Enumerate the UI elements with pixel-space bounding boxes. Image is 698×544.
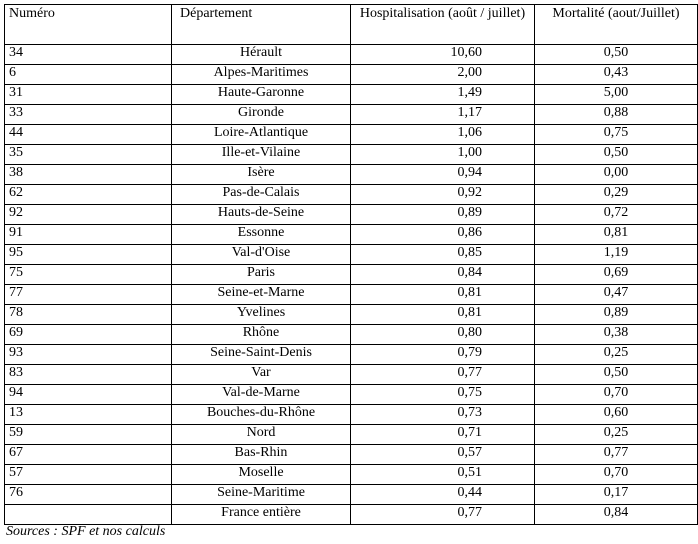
- cell-numero: 76: [5, 485, 172, 505]
- cell-hospitalisation: 0,89: [351, 205, 535, 225]
- cell-hospitalisation: 0,92: [351, 185, 535, 205]
- cell-mortalite: 0,72: [535, 205, 698, 225]
- cell-mortalite: 0,43: [535, 65, 698, 85]
- cell-numero: [5, 505, 172, 525]
- cell-mortalite: 0,29: [535, 185, 698, 205]
- table-row: [5, 305, 698, 325]
- cell-departement: Hauts-de-Seine: [172, 205, 351, 225]
- cell-numero: 33: [5, 105, 172, 125]
- header-hospitalisation: Hospitalisation (août / juillet): [351, 5, 535, 45]
- cell-departement: Seine-et-Marne: [172, 285, 351, 305]
- cell-departement: Val-d'Oise: [172, 245, 351, 265]
- cell-mortalite: 0,77: [535, 445, 698, 465]
- cell-departement: Paris: [172, 265, 351, 285]
- cell-departement: Isère: [172, 165, 351, 185]
- table-row: [5, 425, 698, 445]
- cell-mortalite: 0,60: [535, 405, 698, 425]
- cell-numero: 35: [5, 145, 172, 165]
- cell-numero: 91: [5, 225, 172, 245]
- cell-departement: Alpes-Maritimes: [172, 65, 351, 85]
- table-row: [5, 165, 698, 185]
- table-header: [5, 5, 698, 45]
- table-row: [5, 205, 698, 225]
- cell-departement: Moselle: [172, 465, 351, 485]
- cell-mortalite: 0,89: [535, 305, 698, 325]
- cell-departement: Var: [172, 365, 351, 385]
- table-row: [5, 145, 698, 165]
- cell-numero: 67: [5, 445, 172, 465]
- cell-departement: Haute-Garonne: [172, 85, 351, 105]
- cell-departement: Hérault: [172, 45, 351, 65]
- cell-mortalite: 0,88: [535, 105, 698, 125]
- cell-hospitalisation: 2,00: [351, 65, 535, 85]
- sources-note: Sources : SPF et nos calculs: [6, 524, 166, 539]
- cell-hospitalisation: 0,44: [351, 485, 535, 505]
- cell-numero: 77: [5, 285, 172, 305]
- cell-hospitalisation: 1,17: [351, 105, 535, 125]
- table-row: [5, 245, 698, 265]
- header-mortalite: Mortalité (aout/Juillet): [535, 5, 698, 45]
- header-row: [5, 5, 698, 45]
- cell-hospitalisation: 0,77: [351, 365, 535, 385]
- cell-hospitalisation: 1,06: [351, 125, 535, 145]
- cell-departement: Essonne: [172, 225, 351, 245]
- table-row: [5, 285, 698, 305]
- table-row: [5, 485, 698, 505]
- cell-numero: 31: [5, 85, 172, 105]
- table-row: [5, 185, 698, 205]
- header-numero: Numéro: [5, 5, 172, 45]
- data-table: [4, 4, 698, 525]
- cell-hospitalisation: 0,73: [351, 405, 535, 425]
- cell-hospitalisation: 0,80: [351, 325, 535, 345]
- table-row: [5, 365, 698, 385]
- cell-mortalite: 0,00: [535, 165, 698, 185]
- cell-mortalite: 0,81: [535, 225, 698, 245]
- cell-departement: Bouches-du-Rhône: [172, 405, 351, 425]
- table-row: [5, 105, 698, 125]
- table-row: [5, 505, 698, 525]
- cell-departement: Seine-Saint-Denis: [172, 345, 351, 365]
- cell-mortalite: 0,47: [535, 285, 698, 305]
- cell-hospitalisation: 0,51: [351, 465, 535, 485]
- cell-departement: Pas-de-Calais: [172, 185, 351, 205]
- table-row: [5, 225, 698, 245]
- cell-departement: Seine-Maritime: [172, 485, 351, 505]
- table-row: [5, 445, 698, 465]
- cell-mortalite: 0,75: [535, 125, 698, 145]
- cell-numero: 13: [5, 405, 172, 425]
- cell-numero: 92: [5, 205, 172, 225]
- cell-departement: Rhône: [172, 325, 351, 345]
- cell-hospitalisation: 0,86: [351, 225, 535, 245]
- table-row: [5, 405, 698, 425]
- cell-numero: 34: [5, 45, 172, 65]
- cell-hospitalisation: 1,49: [351, 85, 535, 105]
- cell-hospitalisation: 0,71: [351, 425, 535, 445]
- table-row: [5, 85, 698, 105]
- table-row: [5, 125, 698, 145]
- cell-hospitalisation: 1,00: [351, 145, 535, 165]
- cell-hospitalisation: 0,81: [351, 285, 535, 305]
- cell-numero: 94: [5, 385, 172, 405]
- table-row: [5, 265, 698, 285]
- cell-hospitalisation: 0,75: [351, 385, 535, 405]
- cell-hospitalisation: 10,60: [351, 45, 535, 65]
- cell-hospitalisation: 0,85: [351, 245, 535, 265]
- cell-departement: France entière: [172, 505, 351, 525]
- cell-numero: 95: [5, 245, 172, 265]
- table-row: [5, 65, 698, 85]
- table-body: [5, 45, 698, 525]
- cell-departement: Bas-Rhin: [172, 445, 351, 465]
- cell-numero: 93: [5, 345, 172, 365]
- cell-mortalite: 1,19: [535, 245, 698, 265]
- cell-departement: Loire-Atlantique: [172, 125, 351, 145]
- cell-departement: Nord: [172, 425, 351, 445]
- cell-mortalite: 0,84: [535, 505, 698, 525]
- cell-numero: 78: [5, 305, 172, 325]
- cell-hospitalisation: 0,79: [351, 345, 535, 365]
- cell-numero: 44: [5, 125, 172, 145]
- cell-mortalite: 0,70: [535, 385, 698, 405]
- cell-numero: 83: [5, 365, 172, 385]
- cell-numero: 62: [5, 185, 172, 205]
- cell-hospitalisation: 0,84: [351, 265, 535, 285]
- cell-numero: 69: [5, 325, 172, 345]
- cell-mortalite: 0,50: [535, 145, 698, 165]
- cell-hospitalisation: 0,77: [351, 505, 535, 525]
- cell-hospitalisation: 0,94: [351, 165, 535, 185]
- cell-departement: Val-de-Marne: [172, 385, 351, 405]
- cell-numero: 6: [5, 65, 172, 85]
- header-departement: Département: [172, 5, 351, 45]
- cell-mortalite: 0,50: [535, 45, 698, 65]
- cell-numero: 38: [5, 165, 172, 185]
- cell-numero: 57: [5, 465, 172, 485]
- table-row: [5, 385, 698, 405]
- table-row: [5, 465, 698, 485]
- cell-mortalite: 0,17: [535, 485, 698, 505]
- cell-hospitalisation: 0,81: [351, 305, 535, 325]
- cell-mortalite: 0,38: [535, 325, 698, 345]
- cell-departement: Yvelines: [172, 305, 351, 325]
- cell-numero: 59: [5, 425, 172, 445]
- table-row: [5, 45, 698, 65]
- cell-numero: 75: [5, 265, 172, 285]
- cell-mortalite: 0,25: [535, 425, 698, 445]
- cell-mortalite: 0,50: [535, 365, 698, 385]
- cell-departement: Gironde: [172, 105, 351, 125]
- cell-departement: Ille-et-Vilaine: [172, 145, 351, 165]
- table-row: [5, 325, 698, 345]
- table-row: [5, 345, 698, 365]
- cell-mortalite: 0,70: [535, 465, 698, 485]
- cell-mortalite: 0,25: [535, 345, 698, 365]
- cell-hospitalisation: 0,57: [351, 445, 535, 465]
- cell-mortalite: 5,00: [535, 85, 698, 105]
- cell-mortalite: 0,69: [535, 265, 698, 285]
